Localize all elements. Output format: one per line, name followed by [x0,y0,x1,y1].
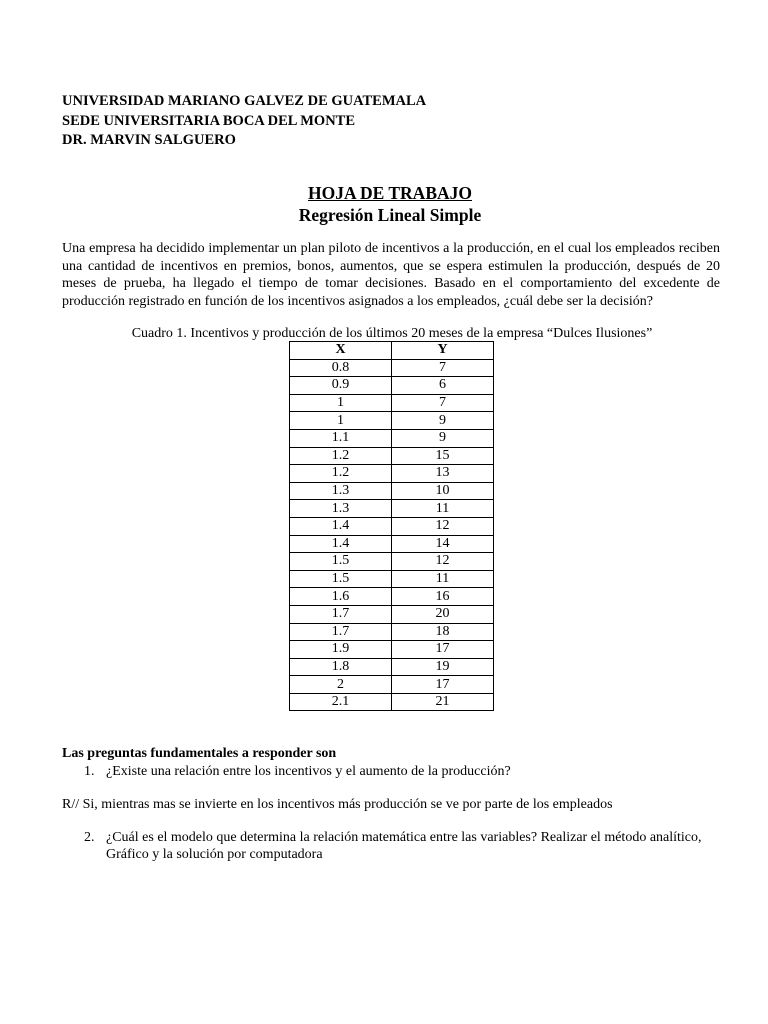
cell-y: 17 [392,676,494,694]
cell-y: 19 [392,658,494,676]
cell-y: 10 [392,482,494,500]
questions-title: Las preguntas fundamentales a responder son [62,746,337,761]
cell-y: 16 [392,588,494,606]
table-row [290,482,494,500]
intro-paragraph: Una empresa ha decidido implementar un plan piloto de incentivos a la producción, en el cual los empleados reciben una cantidad de incentivos en premios, bonos, aumentos, que se espera estimulen la producción, después de 20 meses de prueba, ha llegado el tiempo de tomar decisiones. Basado en el comportamiento del excedente de producción registrado en función de los incentivos asignados a los empleados, ¿cuál debe ser la decisión? [62,241,720,309]
cell-x: 1.5 [290,570,392,588]
table-row [290,641,494,659]
document-subtitle: Regresión Lineal Simple [298,205,482,225]
question-1-text: ¿Existe una relación entre los incentivos y el aumento de la producción? [106,764,511,779]
cell-y: 20 [392,605,494,623]
cell-x: 1.6 [290,588,392,606]
professor-name: DR. MARVIN SALGUERO [62,132,236,148]
cell-y: 11 [392,500,494,518]
table-row [290,517,494,535]
table-row [290,465,494,483]
table-row [290,623,494,641]
table-row [290,570,494,588]
cell-x: 1.3 [290,500,392,518]
cell-x: 0.8 [290,359,392,377]
cell-x: 0.9 [290,377,392,395]
cell-y: 18 [392,623,494,641]
question-2-text: ¿Cuál es el modelo que determina la relación matemática entre las variables? Realizar el método analítico, Gráfico y la solución por computadora [106,830,702,862]
cell-y: 17 [392,641,494,659]
cell-y: 7 [392,394,494,412]
question-1 [84,763,724,780]
cell-x: 1.4 [290,535,392,553]
cell-y: 9 [392,429,494,447]
cell-x: 1 [290,394,392,412]
cell-x: 2 [290,676,392,694]
column-header-y: Y [392,342,494,360]
cell-y: 11 [392,570,494,588]
table-row [290,412,494,430]
table-row [290,429,494,447]
cell-y: 15 [392,447,494,465]
institution-header [62,92,426,151]
table-row [290,377,494,395]
cell-y: 7 [392,359,494,377]
cell-x: 1.4 [290,517,392,535]
cell-x: 1.3 [290,482,392,500]
cell-x: 1.9 [290,641,392,659]
table-row [290,658,494,676]
data-table [289,341,494,711]
table-row [290,676,494,694]
table-row [290,693,494,711]
cell-x: 1 [290,412,392,430]
cell-x: 1.2 [290,465,392,483]
cell-x: 1.2 [290,447,392,465]
cell-x: 1.5 [290,553,392,571]
answer-1: R// Si, mientras mas se invierte en los incentivos más producción se ve por parte de los empleados [62,797,613,812]
cell-y: 12 [392,517,494,535]
campus-name: SEDE UNIVERSITARIA BOCA DEL MONTE [62,112,356,129]
cell-x: 2.1 [290,693,392,711]
column-header-x: X [290,342,392,360]
table-row [290,394,494,412]
cell-y: 21 [392,693,494,711]
question-1-number: 1. [84,764,95,779]
table-caption: Cuadro 1. Incentivos y producción de los últimos 20 meses de la empresa “Dulces Ilusiones” [131,326,653,341]
title-block [0,183,768,226]
cell-y: 9 [392,412,494,430]
question-2 [84,829,724,863]
cell-y: 12 [392,553,494,571]
table-header-row [290,342,494,360]
question-2-number: 2. [84,830,95,845]
cell-y: 6 [392,377,494,395]
table-row [290,500,494,518]
table-row [290,447,494,465]
table-row [290,535,494,553]
cell-x: 1.7 [290,605,392,623]
cell-x: 1.1 [290,429,392,447]
document-title: HOJA DE TRABAJO [307,183,472,203]
table-body [290,359,494,711]
cell-y: 14 [392,535,494,553]
table-row [290,588,494,606]
table-row [290,359,494,377]
university-name: UNIVERSIDAD MARIANO GALVEZ DE GUATEMALA [62,93,427,109]
cell-x: 1.8 [290,658,392,676]
table-row [290,553,494,571]
cell-y: 13 [392,465,494,483]
cell-x: 1.7 [290,623,392,641]
table-row [290,605,494,623]
